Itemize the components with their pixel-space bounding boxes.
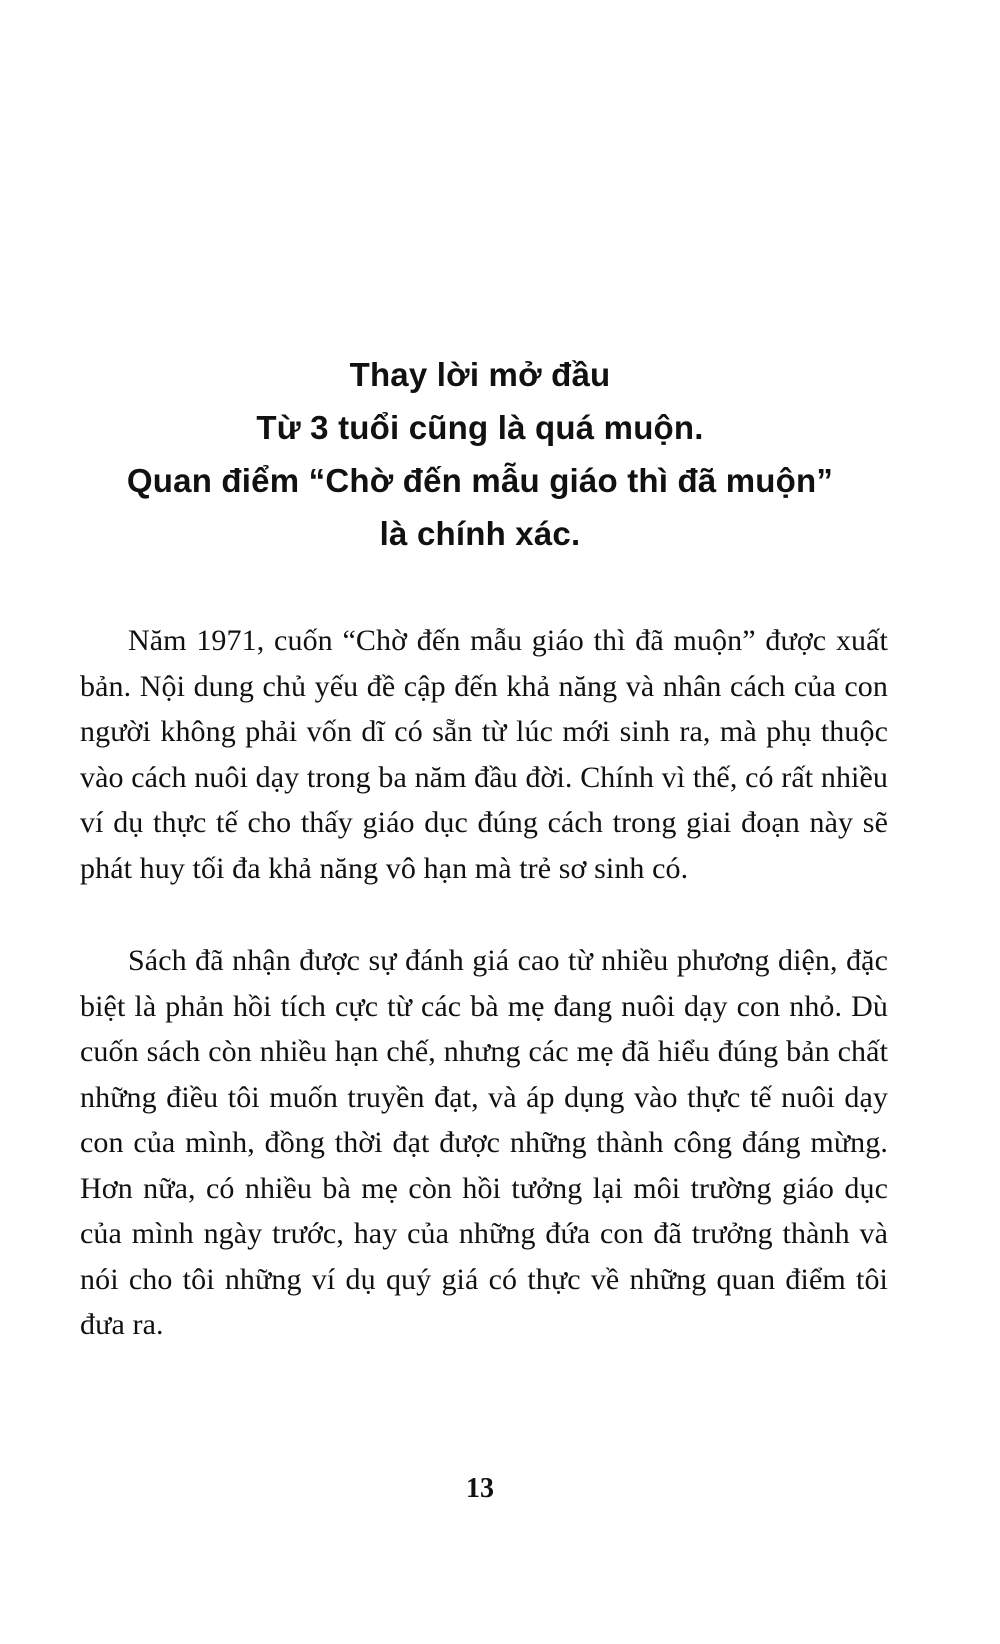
heading-line-1: Thay lời mở đầu <box>349 356 611 393</box>
heading-line-2: Từ 3 tuổi cũng là quá muộn. <box>256 409 704 446</box>
paragraph-1: Năm 1971, cuốn “Chờ đến mẫu giáo thì đã muộn” được xuất bản. Nội dung chủ yếu đề cập đến khả năng và nhân cách của con người không phải vốn dĩ có sẵn từ lúc mới sinh ra, mà phụ thuộc vào cách nuôi dạy trong ba năm đầu đời. Chính vì thế, có rất nhiều ví dụ thực tế cho thấy giáo dục đúng cách trong giai đoạn này sẽ phát huy tối đa khả năng vô hạn mà trẻ sơ sinh có. <box>80 624 888 885</box>
chapter-heading <box>80 348 880 560</box>
paragraph-1-block <box>80 618 888 891</box>
heading-line-3: Quan điểm “Chờ đến mẫu giáo thì đã muộn” <box>126 462 834 499</box>
heading-line-4: là chính xác. <box>379 515 581 552</box>
paragraph-2-block <box>80 938 888 1348</box>
paragraph-2: Sách đã nhận được sự đánh giá cao từ nhiều phương diện, đặc biệt là phản hồi tích cực từ các bà mẹ đang nuôi dạy con nhỏ. Dù cuốn sách còn nhiều hạn chế, nhưng các mẹ đã hiểu đúng bản chất những điều tôi muốn truyền đạt, và áp dụng vào thực tế nuôi dạy con của mình, đồng thời đạt được những thành công đáng mừng. Hơn nữa, có nhiều bà mẹ còn hồi tưởng lại môi trường giáo dục của mình ngày trước, hay của những đứa con đã trưởng thành và nói cho tôi những ví dụ quý giá có thực về những quan điểm tôi đưa ra. <box>80 944 888 1341</box>
page-number: 13 <box>466 1473 494 1504</box>
